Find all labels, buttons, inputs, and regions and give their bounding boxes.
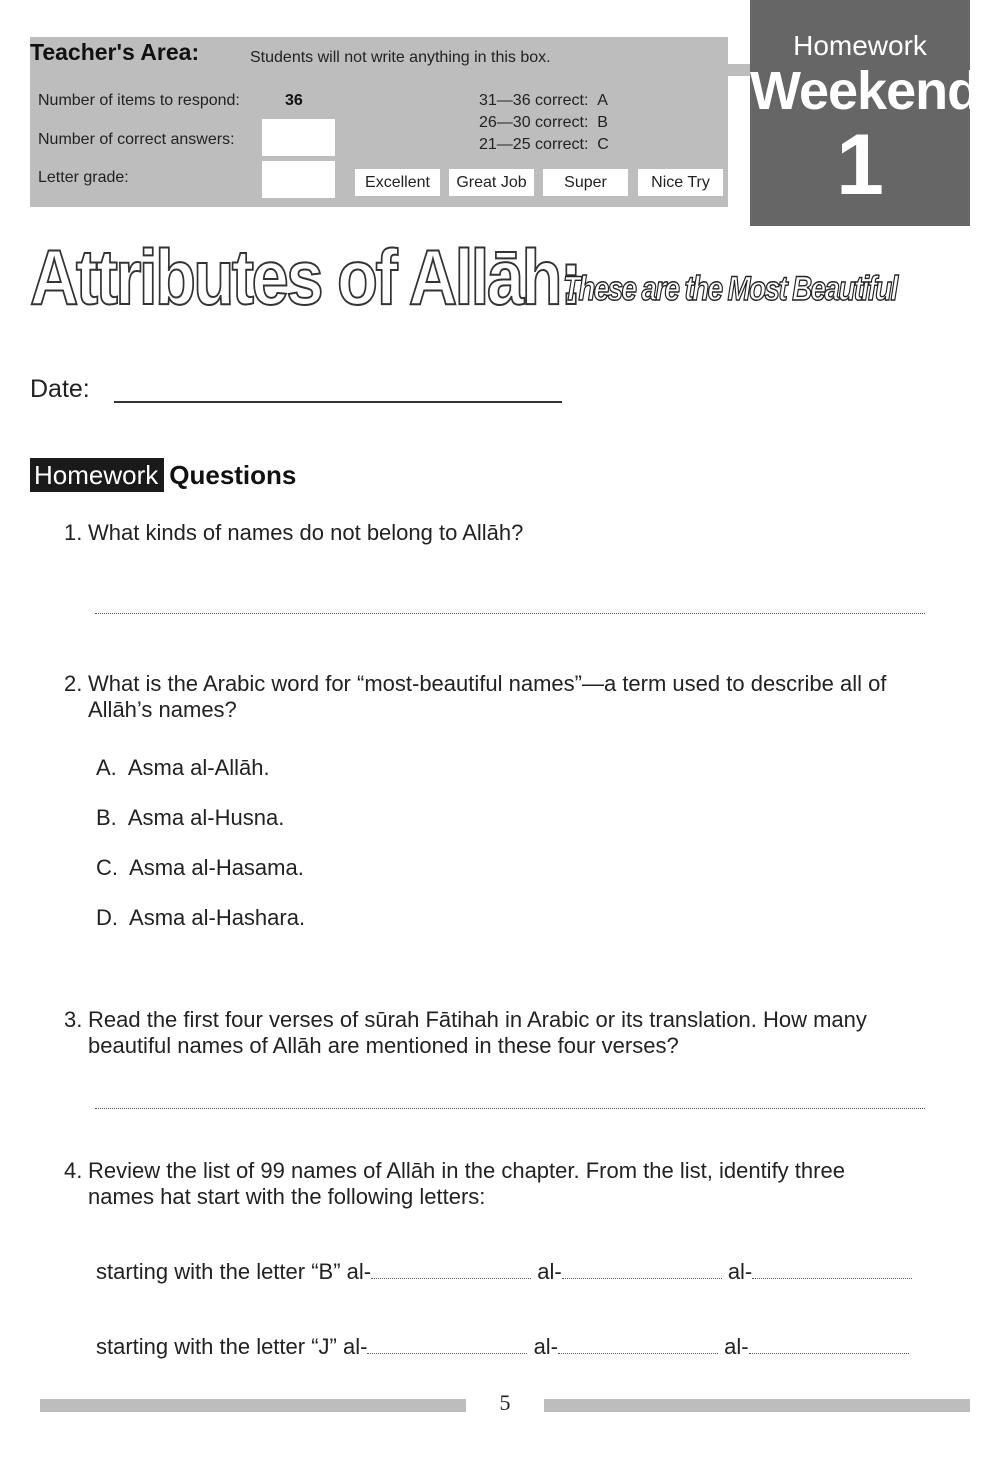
date-input-line[interactable]: [114, 401, 562, 403]
answer-line-1[interactable]: [95, 613, 925, 614]
letter-grade-field[interactable]: [262, 161, 335, 198]
fill-row-b: starting with the letter “B” al- al- al-: [96, 1259, 912, 1285]
page-title: Attributes of Allāh:: [30, 233, 580, 321]
homework-weekend-block: [750, 0, 980, 226]
grade-scale-b: 26—30 correct: B: [479, 114, 608, 131]
praise-nice-try[interactable]: Nice Try: [638, 169, 723, 196]
question-1: 1. What kinds of names do not belong to Allāh?: [64, 520, 524, 545]
section-heading-highlight: Homework: [30, 458, 164, 492]
letter-grade-label: Letter grade:: [38, 169, 129, 186]
grade-scale-c: 21—25 correct: C: [479, 136, 609, 153]
date-label: Date:: [30, 375, 90, 403]
weekend-number: 1: [836, 117, 884, 213]
option-c[interactable]: C. Asma al-Hasama.: [96, 855, 304, 880]
items-value: 36: [285, 92, 303, 109]
fill-blank-b-2[interactable]: [562, 1260, 722, 1279]
homework-label: Homework: [793, 30, 927, 61]
teacher-area-box: [30, 37, 728, 207]
grade-scale-a: 31—36 correct: A: [479, 92, 608, 109]
fill-blank-b-3[interactable]: [752, 1260, 912, 1279]
fill-blank-j-2[interactable]: [558, 1335, 718, 1354]
items-label: Number of items to respond:: [38, 92, 240, 109]
footer-bar-right: [544, 1399, 970, 1412]
option-d[interactable]: D. Asma al-Hashara.: [96, 905, 306, 930]
praise-super[interactable]: Super: [543, 169, 628, 196]
page-number: 5: [499, 1390, 511, 1415]
praise-great-job[interactable]: Great Job: [449, 169, 534, 196]
section-heading: [30, 458, 296, 492]
correct-answers-label: Number of correct answers:: [38, 131, 235, 148]
fill-blank-j-1[interactable]: [367, 1335, 527, 1354]
section-heading-rest: Questions: [169, 460, 297, 490]
teacher-area-connector: [728, 64, 750, 76]
option-a[interactable]: A. Asma al-Allāh.: [96, 755, 270, 780]
teacher-area-note: Students will not write anything in this box.: [250, 49, 551, 66]
fill-blank-b-1[interactable]: [371, 1260, 531, 1279]
page-subtitle: These are the Most Beautiful: [563, 270, 897, 308]
footer-bar-left: [40, 1399, 466, 1412]
question-2: 2. What is the Arabic word for “most-beautiful names”—a term used to describe all of Allāh’s names?: [64, 671, 887, 722]
fill-blank-j-3[interactable]: [749, 1335, 909, 1354]
weekend-label: Weekend: [750, 61, 980, 121]
answer-line-3[interactable]: [95, 1108, 925, 1109]
question-3: 3. Read the first four verses of sūrah Fātihah in Arabic or its translation. How many beautiful names of Allāh are mentioned in these four verses?: [64, 1007, 867, 1058]
option-b[interactable]: B. Asma al-Husna.: [96, 805, 285, 830]
praise-excellent[interactable]: Excellent: [355, 169, 440, 196]
question-4: 4. Review the list of 99 names of Allāh in the chapter. From the list, identify three names hat start with the following letters:: [64, 1158, 845, 1209]
teacher-area-title: Teacher's Area:: [30, 39, 200, 65]
correct-answers-field[interactable]: [262, 119, 335, 156]
fill-row-j: starting with the letter “J” al- al- al-: [96, 1334, 909, 1360]
